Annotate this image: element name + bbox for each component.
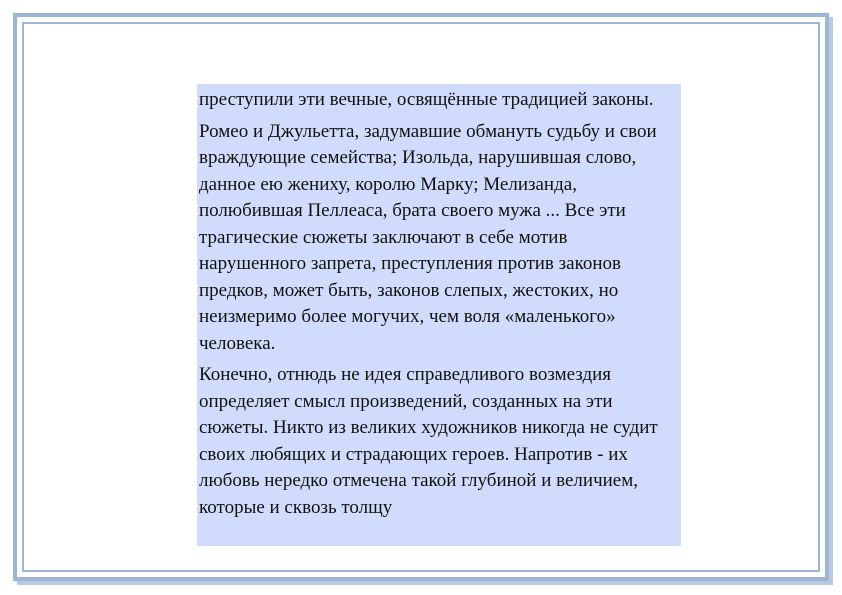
- paragraph-3: Конечно, отнюдь не идея справедливого возмездия определяет смысл произведений, созданных на эти сюжеты. Никто из великих художников никогда не судит своих любящих и страдающих героев. Напротив - их любовь нередко отмечена такой глубиной и величием, которые и сквозь толщу: [199, 364, 658, 518]
- paragraph-2: Ромео и Джульетта, задумавшие обмануть судьбу и свои враждующие семейства; Изольда, нарушившая слово, данное ею жениху, королю Марку; Мелизанда, полюбившая Пеллеаса, брата своего мужа ... Все эти трагические сюжеты заключают в себе мотив нарушенного запрета, преступления против законов предков, может быть, законов слепых, жестоких, но неизмеримо более могучих, чем воля «маленького» человека.: [199, 120, 657, 354]
- text-block: [197, 84, 681, 546]
- paragraph-1: преступили эти вечные, освящённые традицией законы.: [199, 89, 654, 110]
